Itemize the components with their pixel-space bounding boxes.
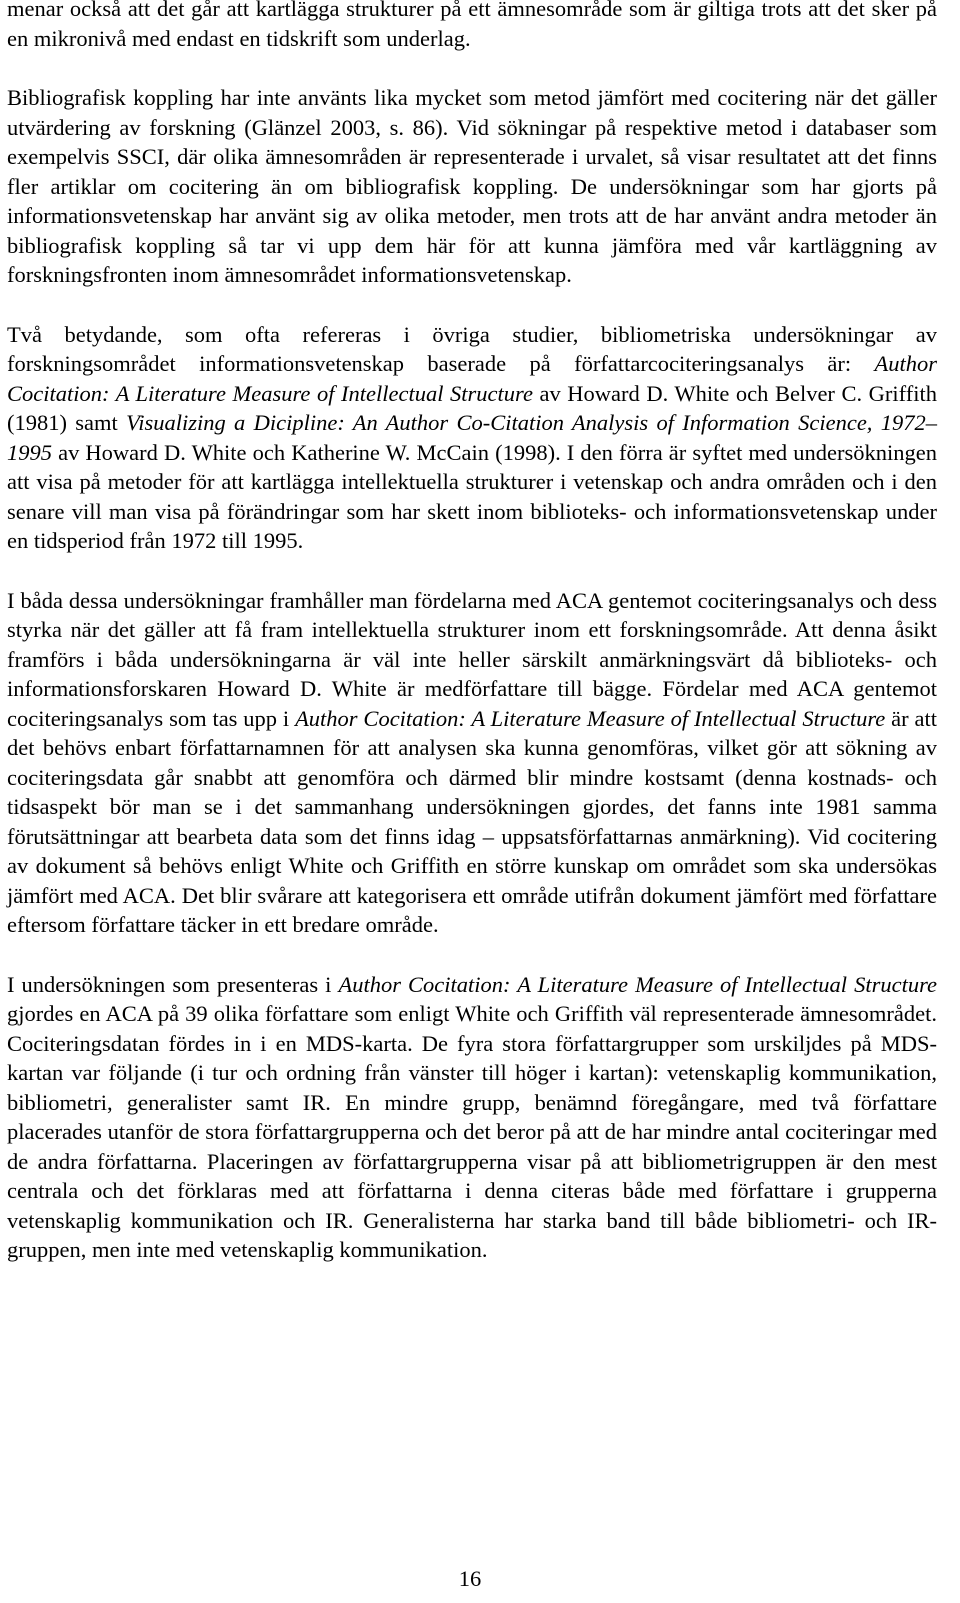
text-run: Två betydande, som ofta refereras i övriga studier, bibliometriska undersökningar av forskningsområdet informationsvetenskap baserade på författarcociteringsanalys är: (7, 321, 937, 376)
text-run: av Howard D. White och Katherine W. McCain (1998). I den förra är syftet med undersökningen att visa på metoder för att kartlägga intellektuella strukturer i vetenskap och andra områden och i den senare vill man visa på förändringar som har skett inom biblioteks- och informationsvetenskap under en tidsperiod från 1972 till 1995. (7, 439, 937, 553)
text-run: av Howard D. White och Belver C. Griffith (1981) samt (7, 380, 937, 435)
paragraph (7, 0, 937, 53)
paragraph (7, 970, 937, 1265)
text-run: I undersökningen som presenteras i (7, 971, 339, 997)
text-run: menar också att det går att kartlägga strukturer på ett ämnesområde som är giltiga trots att det sker på en mikronivå med endast en tidskrift som underlag. (7, 0, 937, 51)
text-run: gjordes en ACA på 39 olika författare som enligt White och Griffith väl representerade ämnesområdet. Cociteringsdatan fördes in i en MDS-karta. De fyra stora författargrupper som urskiljdes på MDS-kartan var följande (i tur och ordning från vänster till höger i kartan): vetenskaplig kommunikation, bibliometri, generalister samt IR. En mindre grupp, benämnd föregångare, med två författare placerades utanför de stora författargrupperna och det beror på att de har mindre antal cociteringar med de andra författarna. Placeringen av författargrupperna visar på att bibliometrigruppen är den mest centrala och det förklaras med att författarna i denna citeras både med författare i grupperna vetenskaplig kommunikation och IR. Generalisterna har starka band till både bibliometri- och IR-gruppen, men inte med vetenskaplig kommunikation. (7, 1001, 937, 1262)
paragraph (7, 586, 937, 940)
text-run: I båda dessa undersökningar framhåller man fördelarna med ACA gentemot cociteringsanalys och dess styrka när det gäller att få fram intellektuella strukturer inom ett forskningsområde. Att denna åsikt framförs i båda undersökningarna är väl inte heller särskilt anmärkningsvärt då biblioteks- och informationsforskaren Howard D. White är medförfattare till bägge. Fördelar med ACA gentemot cociteringsanalys som tas upp i (7, 587, 937, 731)
italic-title: Author Cocitation: A Literature Measure of Intellectual Structure (295, 705, 886, 731)
italic-title: Author Cocitation: A Literature Measure of Intellectual Structure (7, 351, 937, 406)
page-number: 16 (458, 1566, 482, 1591)
italic-title: Visualizing a Dicipline: An Author Co-Citation Analysis of Information Science, 1972–1995 (7, 410, 937, 465)
body-text (7, 0, 937, 1265)
paragraph (7, 83, 937, 290)
paragraph (7, 320, 937, 556)
text-run: Bibliografisk koppling har inte använts lika mycket som metod jämfört med cocitering när det gäller utvärdering av forskning (Glänzel 2003, s. 86). Vid sökningar på respektive metod i databaser som exempelvis SSCI, där olika ämnesområden är representerade i urvalet, så visar resultatet att det finns fler artiklar om cocitering än om bibliografisk koppling. De undersökningar som har gjorts på informationsvetenskap har använt sig av olika metoder, men trots att de har använt andra metoder än bibliografisk koppling så tar vi upp dem här för att kunna jämföra med vår kartläggning av forskningsfronten inom ämnesområdet informationsvetenskap. (7, 85, 937, 287)
text-run: är att det behövs enbart författarnamnen för att analysen ska kunna genomföras, vilket gör att sökning av cociteringsdata går snabbt att genomföra och därmed blir mindre kostsamt (denna kostnads- och tidsaspekt bör man se i det sammanhang undersökningen gjordes, det fanns inte 1981 samma förutsättningar att bearbeta data som det finns idag – uppsatsförfattarnas anmärkning). Vid cocitering av dokument så behövs enligt White och Griffith en större kunskap om området som ska undersökas jämfört med ACA. Det blir svårare att kategorisera ett område utifrån dokument jämfört med författare eftersom författare täcker in ett bredare område. (7, 705, 937, 937)
italic-title: Author Cocitation: A Literature Measure of Intellectual Structure (338, 971, 938, 997)
